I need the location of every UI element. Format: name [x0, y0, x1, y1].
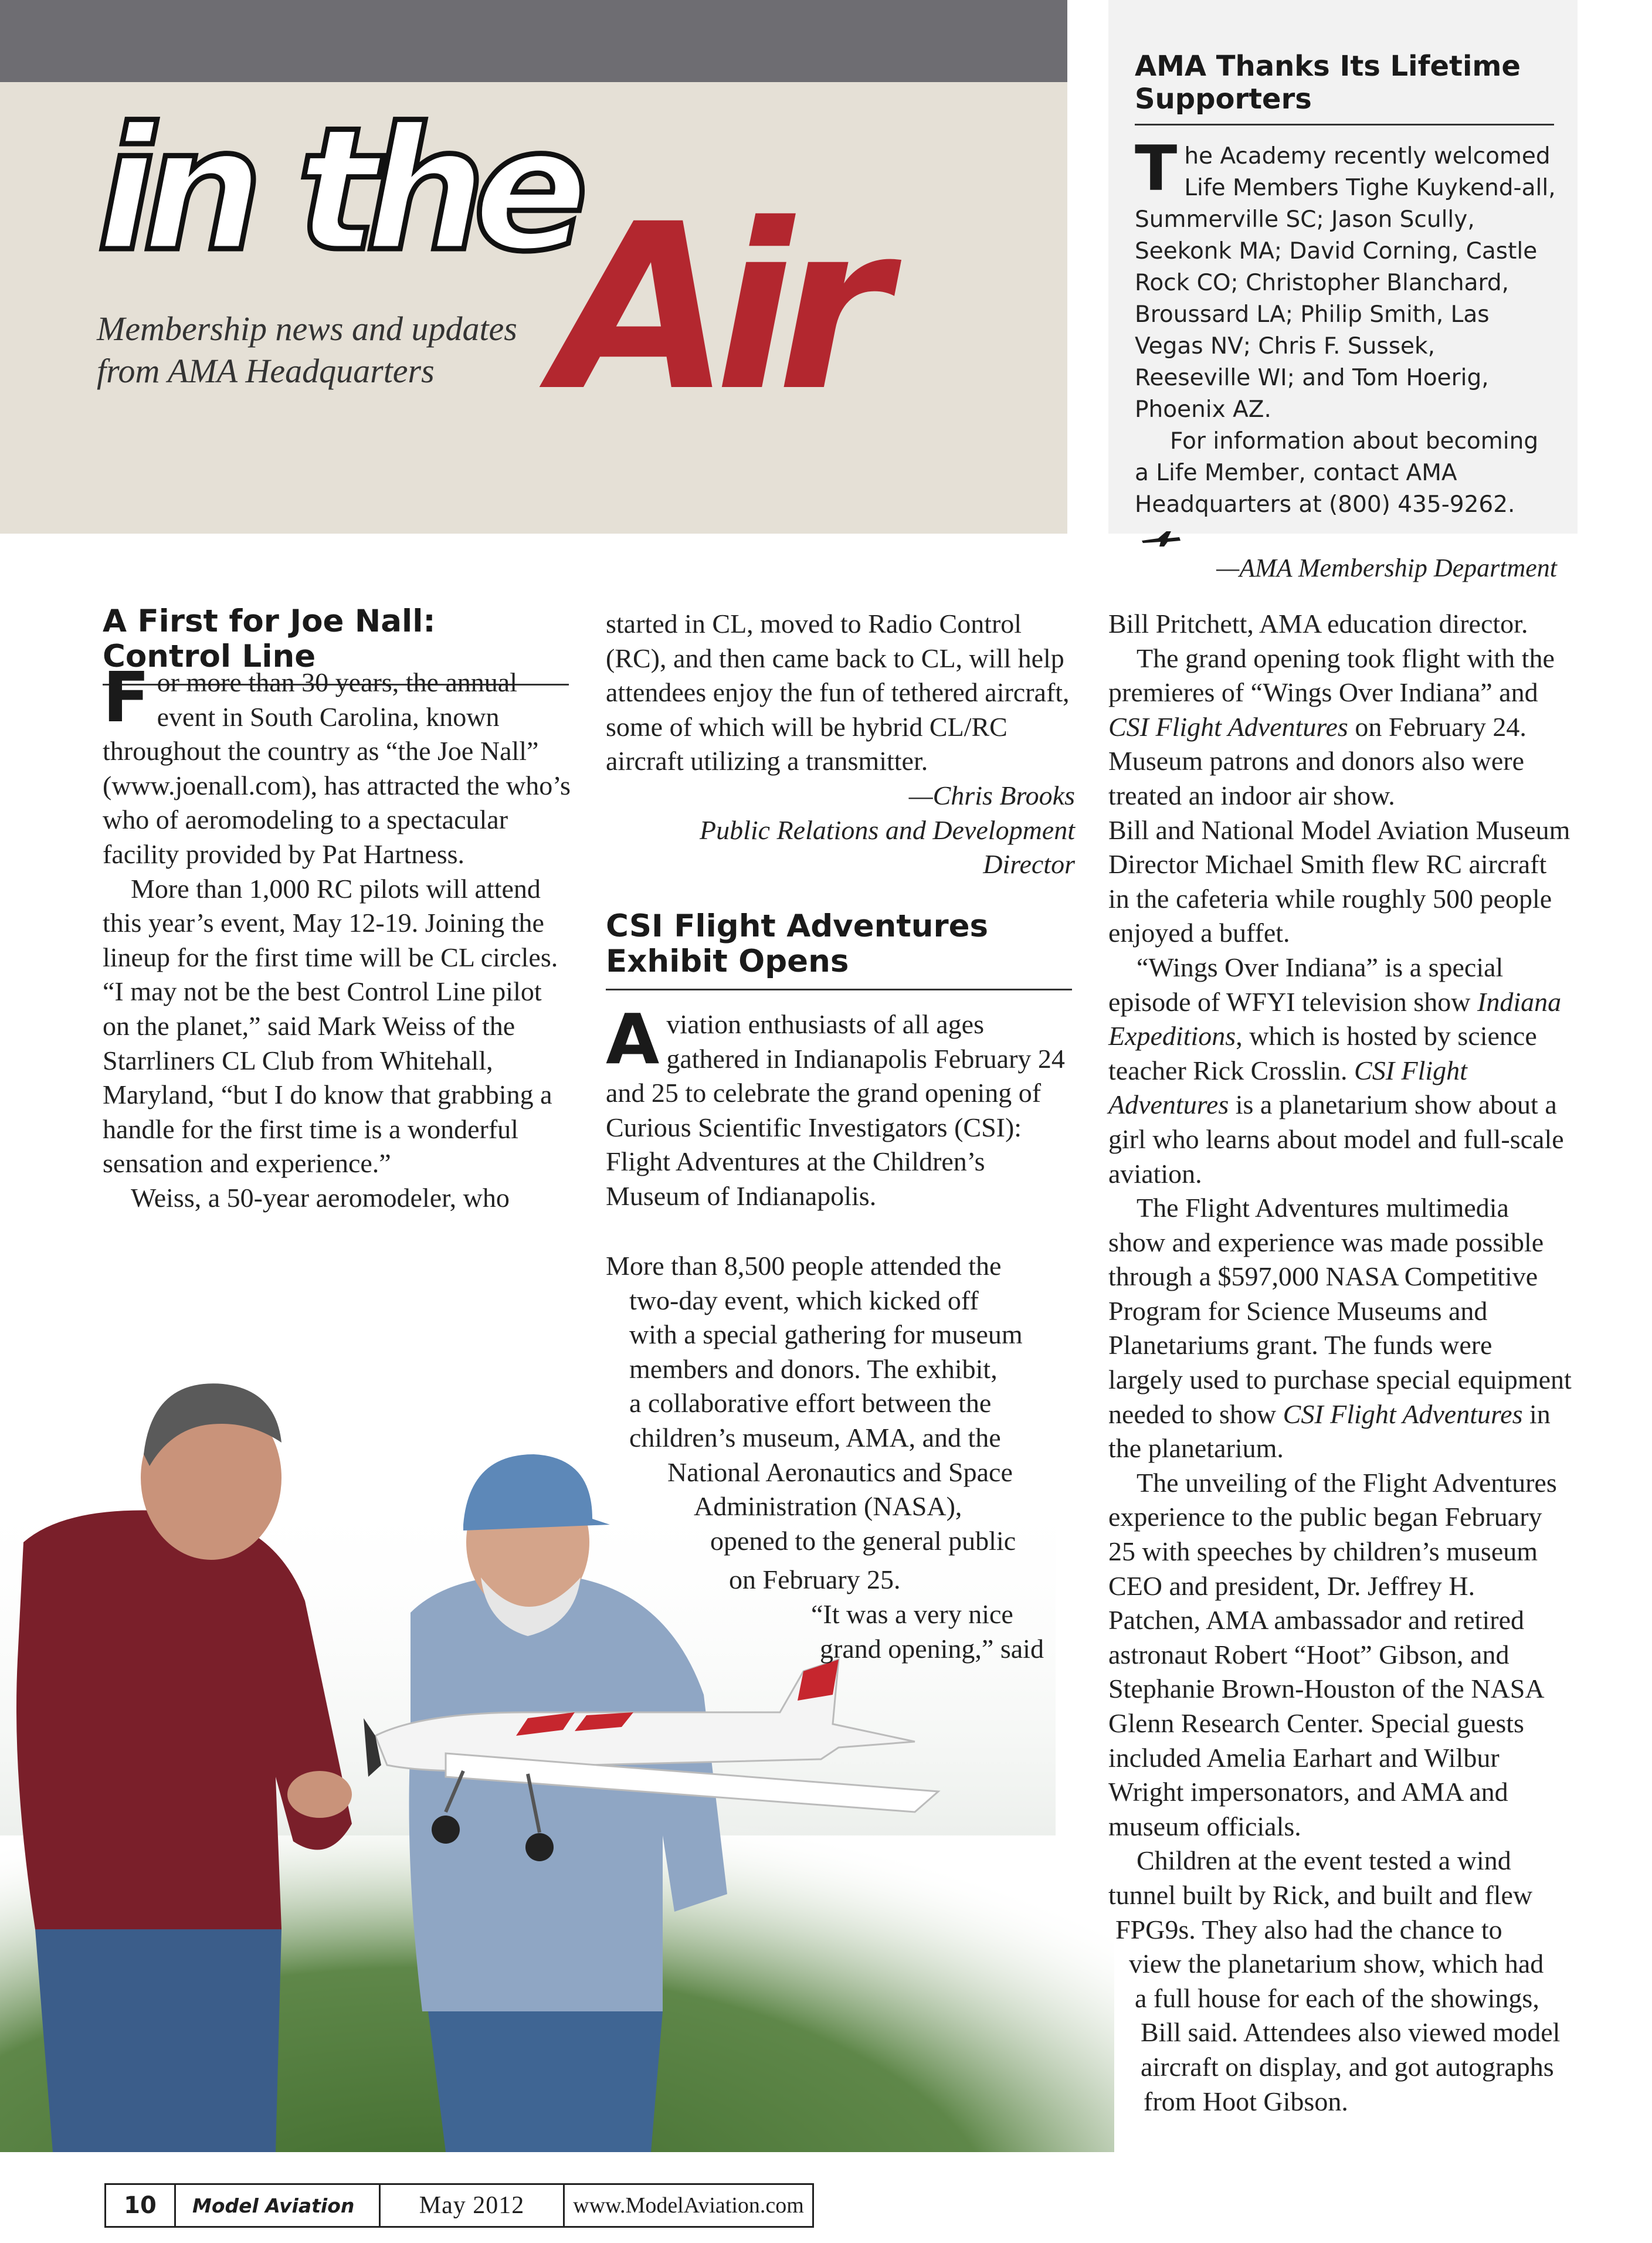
col3-paragraph-2: The grand opening took flight with the premieres of “Wings Over Indiana” and CSI Flight Adventures on February 24. Museum patrons and donors also were treated an indoor air show.	[1108, 643, 1555, 810]
wrap-line-5: a collaborative effort between the	[629, 1388, 992, 1419]
sidebar-dropcap: T	[1135, 133, 1178, 205]
article1-dropcap: F	[103, 657, 150, 738]
col3-paragraph-1: Bill Pritchett, AMA education director.	[1108, 609, 1528, 639]
sidebar-paragraph-2: For information about becoming a Life Member, contact AMA Headquarters at (800) 435-9262.	[1135, 428, 1539, 518]
col3-paragraph-4: “Wings Over Indiana” is a special episode of WFYI television show Indiana Expeditions, which is hosted by science teacher Rick Crosslin. CSI Flight Adventures is a planetarium show about a girl who learns about model and full-scale aviation.	[1108, 952, 1564, 1189]
col3-wrap-line-1: Children at the event tested a wind	[1137, 1845, 1511, 1876]
article1-body	[103, 657, 572, 1216]
sidebar-text	[1135, 133, 1557, 584]
article2-dropcap: A	[606, 999, 660, 1080]
footer-page-number: 10	[106, 2185, 176, 2226]
wrap-line-2: two-day event, which kicked off	[629, 1285, 979, 1315]
airplane-end-icon	[1141, 528, 1182, 548]
wrap-line-4: members and donors. The exhibit,	[629, 1353, 998, 1384]
col3-wrap-line-6: Bill said. Attendees also viewed model	[1141, 2017, 1561, 2048]
article1-signature-title-1: Public Relations and Development	[699, 815, 1075, 845]
article2-wrap-text	[606, 1249, 1075, 1666]
wrap-line-1: More than 8,500 people attended the	[606, 1251, 1002, 1281]
col3-wrap-line-8: from Hoot Gibson.	[1144, 2086, 1348, 2116]
tagline-line-2: from AMA Headquarters	[97, 352, 435, 390]
article1-signature-name: —Chris Brooks	[908, 780, 1075, 810]
wrap-line-10: on February 25.	[729, 1565, 901, 1595]
article1-paragraph-3-start: Weiss, a 50-year aeromodeler, who	[131, 1182, 510, 1213]
article1-heading: A First for Joe Nall: Control Line	[103, 604, 569, 686]
header-top-bar	[0, 0, 1067, 82]
wrap-line-9: opened to the general public	[710, 1525, 1016, 1556]
article1-paragraph-2: More than 1,000 RC pilots will attend this year’s event, May 12-19. Joining the lineup for the first time will be CL circles. “I may not be the best Control Line pilot on the planet,” said Mark Weiss of the Starrliners CL Club from Whitehall, Maryland, “but I do know that grabbing a handle for the first time is a wonderful sensation and experience.”	[103, 873, 558, 1179]
article2-column-3	[1108, 607, 1572, 2119]
wrap-line-12: grand opening,” said	[820, 1633, 1044, 1664]
sidebar-title: AMA Thanks Its Lifetime Supporters	[1135, 50, 1554, 125]
title-in-the: in the	[97, 91, 576, 289]
col3-paragraph-5: The Flight Adventures multimedia show and experience was made possible through a $597,000 NASA Competitive Program for Science Museums and Planetariums grant. The funds were largely used to purchase special equipment needed to show CSI Flight Adventures in the planetarium.	[1108, 1193, 1572, 1464]
col3-wrap-line-7: aircraft on display, and got autographs	[1141, 2051, 1554, 2082]
footer-website-link[interactable]: www.ModelAviation.com	[573, 2193, 804, 2218]
wrap-line-11: “It was a very nice	[811, 1599, 1013, 1629]
wrap-line-6: children’s museum, AMA, and the	[629, 1422, 1001, 1453]
col3-wrap-line-4: view the planetarium show, which had	[1129, 1949, 1544, 1979]
article1-paragraph-3-end: started in CL, moved to Radio Control (RC), and then came back to CL, will help attendees enjoy the fun of tethered aircraft, some of which will be hybrid CL/RC aircraft utilizing a transmitter.	[606, 609, 1070, 776]
col3-wrap-line-2: tunnel built by Rick, and built and flew	[1108, 1879, 1533, 1910]
wrap-line-7: National Aeronautics and Space	[667, 1457, 1013, 1487]
footer-issue-date: May 2012	[381, 2185, 565, 2226]
sidebar-paragraph-1: he Academy recently welcomed Life Members Tighe Kuykend-all, Summerville SC; Jason Scully, Seekonk MA; David Corning, Castle Rock CO; Christopher Blanchard, Broussard LA; Philip Smith, Las Vegas NV; Chris F. Sussek, Reeseville WI; and Tom Hoerig, Phoenix AZ.	[1135, 143, 1556, 423]
baseball-cap	[463, 1454, 610, 1531]
page-footer	[104, 2183, 814, 2228]
col3-wrap-line-3: FPG9s. They also had the chance to	[1115, 1914, 1502, 1945]
article2-paragraph-1: viation enthusiasts of all ages gathered in Indianapolis February 24 and 25 to celebrate the grand opening of Curious Scientific Investigators (CSI): Flight Adventures at the Children’s Museum of Indianapolis.	[606, 1009, 1065, 1211]
wrap-line-3: with a special gathering for museum	[629, 1319, 1023, 1350]
article2-heading: CSI Flight Adventures Exhibit Opens	[606, 909, 1072, 990]
tagline-line-1: Membership news and updates	[97, 310, 517, 348]
footer-magazine-name: Model Aviation	[176, 2185, 381, 2226]
article1-signature-title-2: Director	[983, 849, 1075, 880]
col3-paragraph-7	[1108, 1844, 1572, 2119]
article2-body	[606, 999, 1069, 1214]
header-tagline	[97, 308, 578, 392]
article1-paragraph-1: or more than 30 years, the annual event in South Carolina, known throughout the country as “the Joe Nall” (www.joenall.com), has attracted the who’s who of aeromodeling to a spectacular facility provided by Pat Hartness.	[103, 667, 571, 869]
col3-paragraph-6: The unveiling of the Flight Adventures experience to the public began February 25 with speeches by children’s museum CEO and president, Dr. Jeffrey H. Patchen, AMA ambassador and retired astronaut Robert “Hoot” Gibson, and Stephanie Brown-Houston of the NASA Glenn Research Center. Special guests included Amelia Earhart and Wilbur Wright impersonators, and AMA and museum officials.	[1108, 1467, 1557, 1841]
col3-wrap-line-5: a full house for each of the showings,	[1135, 1983, 1539, 2013]
title-air: Air	[554, 175, 873, 441]
article1-continued	[606, 607, 1075, 882]
wrap-line-8: Administration (NASA),	[694, 1491, 962, 1522]
sidebar-signature: —AMA Membership Department	[1216, 554, 1557, 582]
col3-paragraph-3: Bill and National Model Aviation Museum Director Michael Smith flew RC aircraft in the cafeteria while roughly 500 people enjoyed a buffet.	[1108, 815, 1570, 948]
